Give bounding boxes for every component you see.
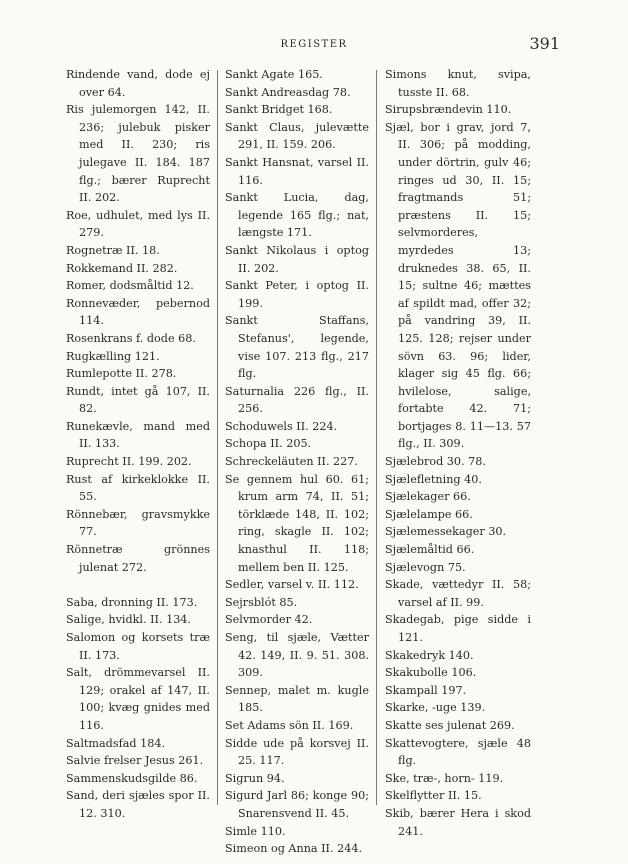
index-entry: Sankt Andreasdag 78. (225, 85, 351, 99)
index-entry: Ruprecht II. 199. 202. (66, 455, 192, 469)
index-entry: Rönnebær, gravsmykke 77. (66, 507, 210, 539)
index-entry: Rundt, intet gå 107, II. 82. (66, 384, 210, 416)
index-entry: Simeon og Anna II. 244. (225, 842, 362, 856)
index-entry: Skade, vættedyr II. 58; varsel af II. 99. (385, 578, 531, 609)
index-entry: Sand, deri sjæles spor II. 12. 310. (66, 789, 210, 820)
index-entry: Skatte ses julenat 269. (385, 718, 515, 732)
index-entry: Sjælevogn 75. (385, 560, 466, 574)
index-entry: Saba, dronning II. 173. (66, 595, 198, 609)
index-entry: Sirupsbrændevin 110. (385, 103, 512, 117)
index-entry: Skampall 197. (385, 683, 467, 697)
index-entry: Rust af kirkeklokke II. 55. (66, 472, 210, 504)
index-entry: Sammenskudsgilde 86. (66, 771, 198, 785)
index-entry: Ronnevæder, pebernod 114. (66, 296, 210, 328)
index-entry: Sankt Claus, julevætte 291, II. 159. 206. (225, 120, 369, 152)
index-entry: Set Adams sön II. 169. (225, 718, 354, 732)
index-entry: Roe, udhulet, med lys II. 279. (66, 208, 210, 240)
index-entry: Romer, dodsmåltid 12. (66, 279, 194, 293)
column-divider (217, 70, 218, 805)
index-entry: Sjælebrod 30. 78. (385, 455, 486, 469)
index-entry: Saltmadsfad 184. (66, 736, 166, 750)
index-entry: Rognetræ II. 18. (66, 243, 160, 257)
index-entry: Sigrun 94. (225, 771, 285, 785)
index-entry: Sedler, varsel v. II. 112. (225, 578, 359, 592)
index-entry: Simle 110. (225, 824, 286, 838)
index-entry: Salomon og korsets træ II. 173. (66, 631, 210, 662)
index-entry: Sankt Lucia, dag, legende 165 flg.; nat, længste 171. (225, 191, 369, 240)
index-entry: Skarke, -uge 139. (385, 701, 486, 715)
index-entry: Runekævle, mand med II. 133. (66, 419, 210, 451)
index-entry: Se gennem hul 60. 61; krum arm 74, II. 51; törklæde 148, II. 102; ring, skagle II. 102; knasthul II. 118; mellem ben II. 125. (225, 472, 369, 574)
index-entry: Salt, drömmevarsel II. 129; orakel af 147, II. 100; kvæg gnides med 116. (66, 666, 210, 732)
index-entry: Sennep, malet m. kugle 185. (225, 683, 369, 715)
running-title: REGISTER (280, 39, 348, 50)
index-entry: Sidde ude på korsvej II. 25. 117. (225, 736, 369, 768)
index-entry: Selvmorder 42. (225, 613, 313, 627)
index-entry: Skakubolle 106. (385, 666, 477, 680)
index-entry: Skattevogtere, sjæle 48 flg. (385, 736, 531, 768)
index-entry: Ske, træ-, horn- 119. (385, 771, 504, 785)
index-entry: Skib, bærer Hera i skod 241. (385, 806, 531, 838)
index-entry: Seng, til sjæle, Vætter 42. 149, II. 9. 51. 308. 309. (225, 631, 369, 680)
index-entry: Schoduwels II. 224. (225, 419, 338, 433)
index-entry: Sankt Bridget 168. (225, 103, 333, 117)
page-number: 391 (529, 34, 560, 53)
index-entry: Sjælemessekager 30. (385, 525, 507, 539)
index-entry: Ris julemorgen 142, II. 236; julebuk pisker med II. 230; ris julegave II. 184. 187 flg.; bærer Ruprecht II. 202. (66, 103, 210, 205)
index-entry: Sigurd Jarl 86; konge 90; Snarensvend II. 45. (225, 789, 369, 820)
index-entry: Saturnalia 226 flg., II. 256. (225, 384, 369, 416)
index-entry: Sjælekager 66. (385, 490, 471, 504)
index-entry: Sjælelampe 66. (385, 507, 473, 521)
index-entry: Simons knut, svipa, tusste II. 68. (385, 68, 531, 99)
index-entry: Rindende vand, dode ej over 64. (66, 68, 210, 99)
index-entry: Schopa II. 205. (225, 437, 312, 451)
index-entry: Rugkælling 121. (66, 349, 160, 363)
index-entry: Salige, hvidkl. II. 134. (66, 613, 191, 627)
page-header (0, 36, 628, 56)
index-column-2 (225, 66, 369, 858)
index-entry: Sankt Hansnat, varsel II. 116. (225, 155, 369, 187)
index-entry: Skadegab, pige sidde i 121. (385, 613, 531, 644)
index-entry: Rosenkrans f. dode 68. (66, 331, 196, 345)
index-entry: Rönnetræ grönnes julenat 272. (66, 543, 210, 574)
index-entry: Sjælefletning 40. (385, 472, 482, 486)
index-entry: Salvie frelser Jesus 261. (66, 754, 204, 768)
index-entry: Schreckeläuten II. 227. (225, 455, 358, 469)
index-entry: Sankt Agate 165. (225, 68, 323, 81)
index-entry: Sankt Staffans, Stefanus', legende, vise 107. 213 flg., 217 flg. (225, 314, 369, 381)
index-entry: Sejrsblót 85. (225, 595, 298, 609)
index-entry: Skelflytter II. 15. (385, 789, 482, 803)
index-entry: Rokkemand II. 282. (66, 261, 178, 275)
index-entry: Skakedryk 140. (385, 648, 474, 662)
index-column-1 (66, 66, 210, 823)
column-divider (376, 70, 377, 805)
index-entry: Rumlepotte II. 278. (66, 367, 177, 381)
index-entry: Sjæl, bor i grav, jord 7, II. 306; på modding, under dörtrin, gulv 46; ringes ud 30, II. 15; fragtmands 51; præstens II. 15; selvmorderes, myrdedes 13; druknedes 38. 65, II. 15; sultne 46; mættes af spildt mad, offer 32; på vandring 39, II. 125. 128; rejser under sövn 63. 96; lider, klager sig 45 flg. 66; hvilelose, salige, fortabte 42. 71; bortjages 8. 11—13. 57 flg., II. 309. (385, 120, 531, 451)
index-entry: Sankt Peter, i optog II. 199. (225, 279, 369, 310)
index-entry: Sjælemåltid 66. (385, 543, 475, 557)
index-entry: Sankt Nikolaus i optog II. 202. (225, 243, 369, 275)
index-column-3 (385, 66, 531, 840)
